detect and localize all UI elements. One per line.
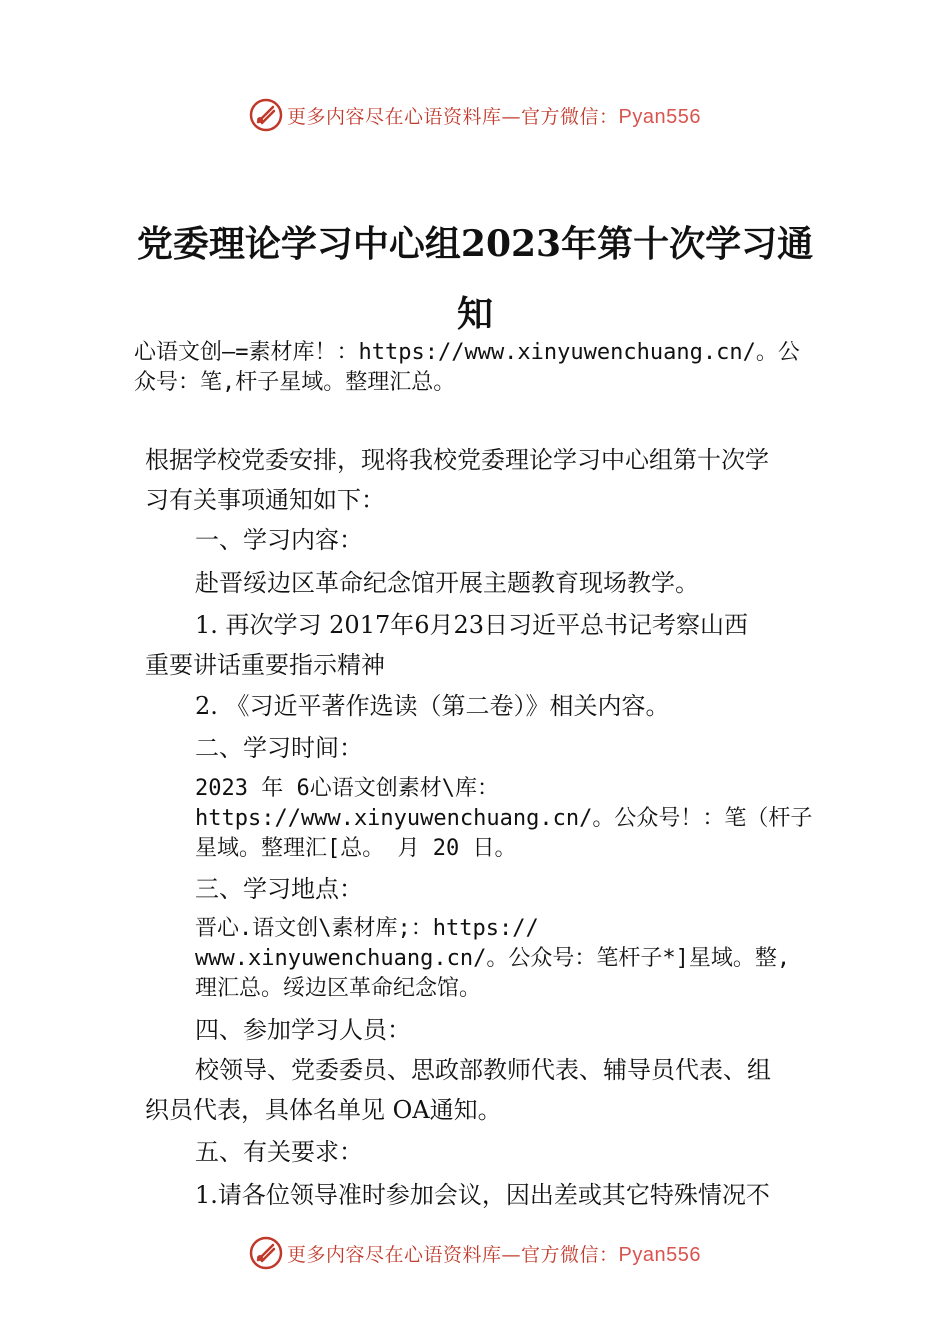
footer-brand	[0, 1233, 950, 1273]
brand-logo-icon	[249, 98, 283, 132]
section-5-heading: 五、有关要求：	[195, 1138, 363, 1166]
section-3-line-3: 理汇总。绥边区革命纪念馆。	[195, 976, 482, 1001]
wechat-id: Pyan556	[618, 1243, 701, 1266]
intro-line-2: 习有关事项通知如下：	[145, 486, 385, 514]
section-2-line-2: https://www.xinyuwenchuang.cn/。公众号！：笔（杆子	[195, 806, 813, 831]
section-1-item-1-line-1: 1. 再次学习 2017年6月23日习近平总书记考察山西	[195, 611, 749, 639]
source-line-2: 众号：笔,杆子星域。整理汇总。	[134, 370, 456, 395]
section-3-heading: 三、学习地点：	[195, 875, 363, 903]
section-1-heading: 一、学习内容：	[195, 526, 363, 554]
section-2-line-1: 2023 年 6心语文创素材\库：	[195, 776, 499, 801]
brand-text: 更多内容尽在心语资料库—官方微信：Pyan556	[287, 1243, 701, 1266]
source-line-1: 心语文创—=素材库！：https://www.xinyuwenchuang.cn/。公	[134, 340, 800, 365]
section-1-text: 赴晋绥边区革命纪念馆开展主题教育现场教学。	[195, 569, 699, 597]
section-4-line-2: 织员代表，具体名单见 OA通知。	[145, 1096, 502, 1124]
document-title-line-2: 知	[456, 293, 493, 335]
section-1-item-1-line-2: 重要讲话重要指示精神	[145, 651, 385, 679]
section-5-line-1: 1.请各位领导准时参加会议，因出差或其它特殊情况不	[195, 1181, 770, 1209]
brand-logo-icon	[249, 1236, 283, 1270]
section-1-item-2: 2. 《习近平著作选读（第二卷）》相关内容。	[195, 692, 670, 720]
section-3-line-2: www.xinyuwenchuang.cn/。公众号：笔杆子*]星域。整,	[195, 946, 791, 971]
section-4-heading: 四、参加学习人员：	[195, 1016, 411, 1044]
brand-text: 更多内容尽在心语资料库—官方微信：Pyan556	[287, 105, 701, 128]
wechat-id: Pyan556	[618, 105, 701, 128]
intro-line-1: 根据学校党委安排，现将我校党委理论学习中心组第十次学	[145, 446, 769, 474]
document-title-line-1: 党委理论学习中心组2023年第十次学习通	[136, 223, 814, 265]
section-2-line-3: 星域。整理汇[总。 月 20 日。	[195, 836, 517, 861]
header-brand	[0, 95, 950, 135]
section-4-line-1: 校领导、党委委员、思政部教师代表、辅导员代表、组	[195, 1056, 771, 1084]
section-3-line-1: 晋心.语文创\素材库;：https://	[195, 916, 539, 941]
section-2-heading: 二、学习时间：	[195, 734, 363, 762]
